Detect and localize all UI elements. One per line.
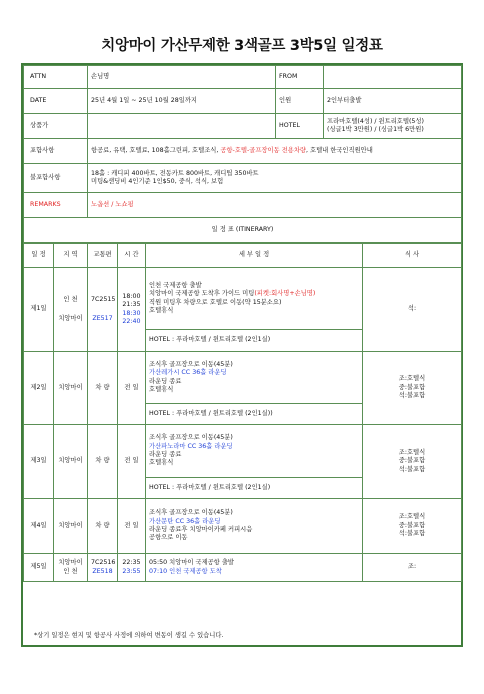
detail-text: 치앙마이 국제공항 도착후 가이드 미팅 [149, 290, 255, 298]
meal-breakfast: 조:호텔식 [398, 375, 426, 383]
meal-breakfast: 조:호텔식 [398, 513, 426, 521]
itinerary-row [24, 554, 462, 582]
attn-label: ATTN [24, 66, 88, 89]
col-detail: 세 부 일 정 [146, 244, 363, 268]
time-cell [118, 554, 146, 582]
meal-breakfast: 조:호텔식 [398, 448, 426, 456]
excluded-value [88, 164, 462, 193]
time-cell: 전 일 [118, 352, 146, 425]
region-cell: 치앙마이 [54, 352, 88, 425]
col-transport: 교통편 [88, 244, 118, 268]
detail-cell [146, 499, 363, 554]
detail-line: 호텔휴식 [149, 385, 174, 393]
hotel-label: HOTEL [276, 114, 324, 139]
hotel-line: HOTEL : 푸라마호텔 / 윈트리호텔 (2인1실) [146, 478, 363, 499]
detail-line: 호텔휴식 [149, 306, 174, 314]
detail-line: 인천 국제공항 출발 [149, 281, 202, 289]
itinerary-row [24, 352, 462, 404]
date-value: 25년 4월 1일 ~ 25년 10월 28일까지 [88, 89, 276, 114]
golf-course: 가산문탄 CC 36홀 라운딩 [149, 517, 221, 525]
excluded-line-1: 18홀 : 캐디피 400바트, 전동카트 800바트, 캐디팁 350바트 [91, 169, 259, 177]
time-depart-alt: 23:55 [122, 567, 141, 575]
meal-cell: 석: [363, 268, 462, 352]
time-depart: 22:35 [122, 559, 141, 567]
flight-return: 7C2516 [91, 559, 116, 567]
meal-dinner: 석:불포함 [398, 530, 426, 538]
picket-note: (피켓:회사명+손님명) [254, 290, 316, 298]
day-label: 제3일 [24, 425, 54, 499]
people-label: 인원 [276, 89, 324, 114]
itinerary-row [24, 499, 462, 554]
excluded-label: 불포함사항 [24, 164, 88, 193]
region-cell: 치앙마이 [54, 425, 88, 499]
detail-line: 라운딩 종료 [149, 377, 182, 385]
attn-value: 손님명 [88, 66, 276, 89]
golf-course: 가산레가시 CC 36홀 라운딩 [149, 369, 227, 377]
col-time: 시 간 [118, 244, 146, 268]
transport-cell [88, 554, 118, 582]
meal-lunch: 중:불포함 [398, 383, 426, 391]
detail-line: 라운딩 종료후 치앙마이카페 커피시음 [149, 526, 253, 533]
hotel-line-1: 프라마호텔(4성) / 윈트리호텔(5성) [327, 117, 424, 125]
detail-line: 07:10 인천 국제공항 도착 [149, 567, 222, 575]
hotel-line: HOTEL : 푸라마호텔 / 윈트리호텔 (2인1실) [146, 330, 363, 352]
detail-line [149, 290, 359, 298]
day-label: 제2일 [24, 352, 54, 425]
detail-line: 05:50 치앙마이 국제공항 출발 [149, 559, 234, 567]
meal-dinner: 석:불포함 [398, 465, 426, 473]
detail-cell [146, 268, 363, 330]
time-cell: 전 일 [118, 425, 146, 499]
hotel-line-2: (싱글1박 3만원) / (싱글1박 6만원) [327, 126, 424, 133]
itinerary-row [24, 425, 462, 478]
included-transfer: 공항-호텔-골프장이동 전용차량 [220, 146, 306, 154]
time-depart: 18:00 [122, 292, 141, 300]
detail-cell [146, 554, 363, 582]
region-arrive: 치앙마이 [58, 314, 83, 322]
time-arrive-alt: 22:40 [122, 317, 141, 325]
from-value [324, 66, 462, 89]
product-value [88, 114, 276, 139]
time-cell [118, 268, 146, 352]
included-label: 포함사항 [24, 139, 88, 164]
day-label: 제4일 [24, 499, 54, 554]
detail-line: 호텔휴식 [149, 459, 174, 467]
flight-out-alt: ZE517 [92, 314, 113, 322]
remarks-label: REMARKS [24, 193, 88, 218]
transport-cell [88, 268, 118, 352]
from-label: FROM [276, 66, 324, 89]
date-label: DATE [24, 89, 88, 114]
meal-cell: 조: [363, 554, 462, 582]
transport-cell: 차 량 [88, 499, 118, 554]
itinerary-frame [21, 63, 463, 647]
time-arrive: 21:35 [122, 301, 141, 309]
detail-line: 조식후 골프장으로 이동(45분) [149, 509, 233, 517]
detail-line: 직원 미팅후 차량으로 호텔로 이동(약 15분소요) [149, 298, 282, 306]
golf-course: 가산파노라마 CC 36홀 라운딩 [149, 442, 233, 450]
region-cell [54, 268, 88, 352]
page-title: 치앙마이 가산무제한 3색골프 3박5일 일정표 [101, 38, 383, 54]
region-cell: 치앙마이 [54, 499, 88, 554]
footnote: *상기 일정은 현지 및 항공사 사정에 의하여 변동이 생길 수 있습니다. [34, 632, 224, 639]
time-depart-alt: 18:30 [122, 309, 141, 317]
meal-cell [363, 352, 462, 425]
detail-line: 공항으로 이동 [149, 534, 188, 542]
itinerary-row [24, 268, 462, 330]
detail-line: 조식후 골프장으로 이동(45분) [149, 360, 233, 368]
region-depart: 치앙마이 [58, 559, 83, 567]
flight-return-alt: ZE518 [92, 567, 113, 575]
detail-line: 조식후 골프장으로 이동(45분) [149, 434, 233, 442]
itinerary-table [23, 243, 462, 582]
col-day: 일 정 [24, 244, 54, 268]
header-table [23, 65, 462, 243]
detail-cell [146, 352, 363, 404]
meal-dinner: 석:불포함 [398, 392, 426, 400]
people-value: 2인부터출발 [324, 89, 462, 114]
transport-cell: 차 량 [88, 425, 118, 499]
day-label: 제1일 [24, 268, 54, 352]
transport-cell: 차 량 [88, 352, 118, 425]
meal-lunch: 중:불포함 [398, 521, 426, 529]
itinerary-title: 일 정 표 (ITINERARY) [24, 218, 462, 243]
included-text-a: 항공료, 유택, 호텔료, 108홀그린피, 호텔조식, [91, 146, 219, 154]
flight-out: 7C2515 [91, 296, 116, 304]
remarks-value: 노옵션 / 노쇼핑 [88, 193, 462, 218]
hotel-value [324, 114, 462, 139]
meal-cell [363, 425, 462, 499]
detail-line: 라운딩 종료 [149, 451, 182, 458]
excluded-line-2: 미팅&샌딩비 4인기준 1인$50, 중식, 석식, 보험 [91, 178, 224, 185]
product-label: 상품가 [24, 114, 88, 139]
col-region: 지 역 [54, 244, 88, 268]
hotel-line: HOTEL : 푸라마호텔 / 윈트리호텔 (2인1실)) [146, 404, 363, 425]
day-label: 제5일 [24, 554, 54, 582]
col-meal: 식 사 [363, 244, 462, 268]
meal-cell [363, 499, 462, 554]
detail-cell [146, 425, 363, 478]
region-depart: 인 천 [63, 296, 78, 304]
time-cell: 전 일 [118, 499, 146, 554]
meal-lunch: 중:불포함 [398, 457, 426, 465]
included-text-c: , 호텔내 한국인직원안내 [306, 146, 373, 154]
region-cell [54, 554, 88, 582]
included-value [88, 139, 462, 164]
region-arrive: 인 천 [63, 567, 78, 575]
